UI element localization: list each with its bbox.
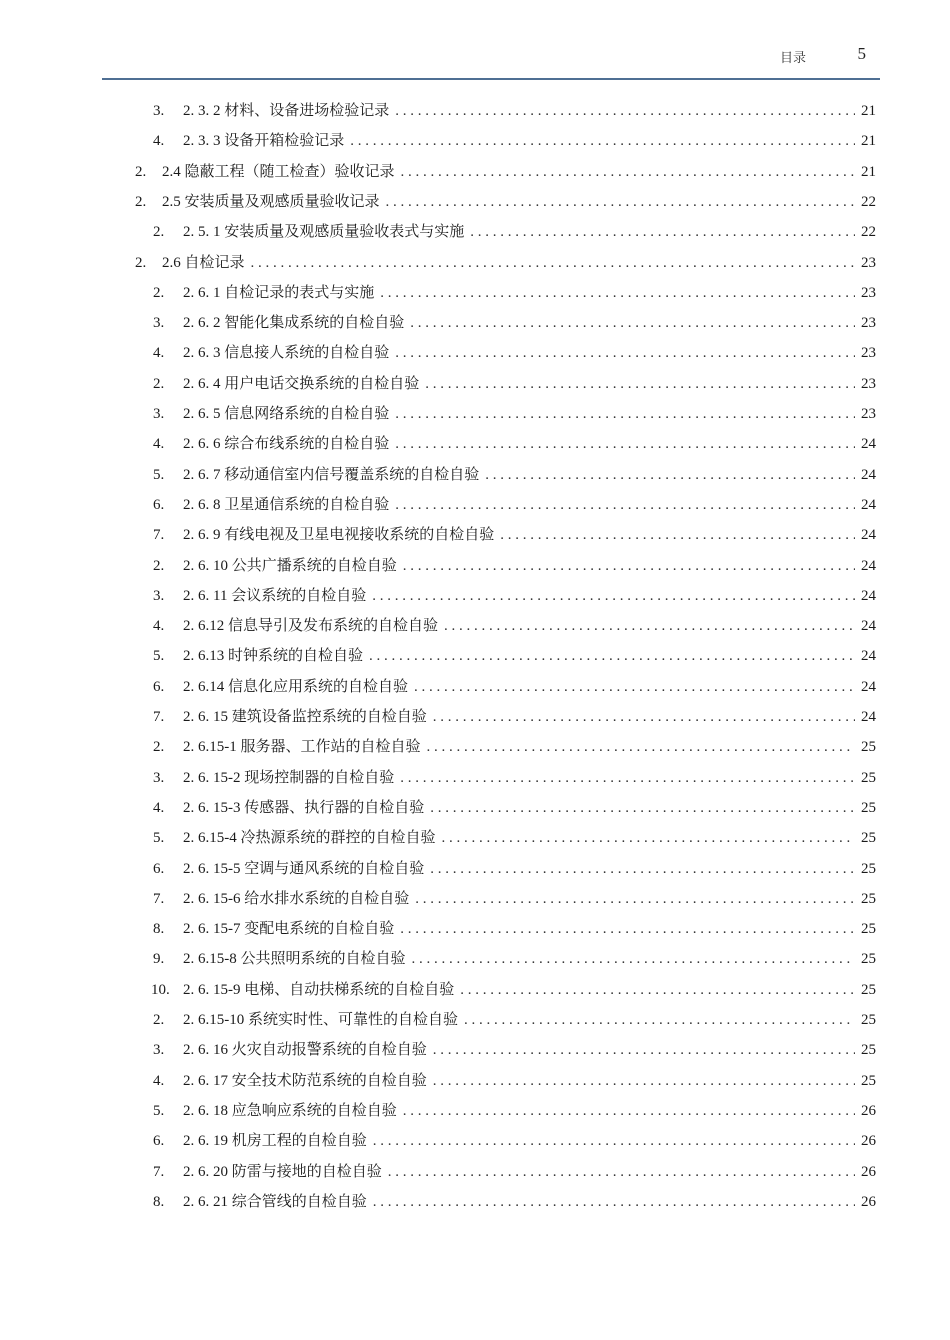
toc-entry-page: 24 bbox=[861, 648, 876, 665]
toc-entry-number: 3. bbox=[153, 406, 165, 422]
toc-entry-text bbox=[162, 187, 855, 217]
toc-entry-number: 4. bbox=[153, 618, 165, 635]
toc-leader-dots bbox=[470, 217, 855, 247]
toc-leader-dots bbox=[401, 157, 855, 187]
toc-entry[interactable] bbox=[0, 1005, 950, 1035]
toc-entry-label: 2. 6. 18 应急响应系统的自检自验 bbox=[183, 1102, 397, 1119]
toc-entry[interactable] bbox=[0, 914, 950, 944]
toc-entry-page: 25 bbox=[861, 799, 876, 816]
toc-entry-number: 4. bbox=[153, 345, 165, 362]
toc-entry-text bbox=[183, 278, 855, 308]
toc-entry-text bbox=[183, 126, 855, 156]
toc-entry-label: 2. 6. 19 机房工程的自检自验 bbox=[183, 1133, 367, 1150]
toc-entry-number: 7. bbox=[153, 527, 165, 544]
toc-entry-page: 24 bbox=[861, 618, 876, 635]
toc-entry-text bbox=[162, 248, 855, 278]
toc-entry-label: 2. 6. 1 自检记录的表式与实施 bbox=[183, 284, 375, 301]
toc-entry-number: 2. bbox=[153, 739, 165, 756]
toc-entry-number: 7. bbox=[153, 890, 165, 907]
toc-entry-label: 2. 6.15-8 公共照明系统的自检自验 bbox=[183, 951, 406, 968]
toc-entry[interactable] bbox=[0, 944, 950, 974]
toc-leader-dots bbox=[412, 944, 856, 974]
toc-entry-page: 24 bbox=[861, 527, 876, 544]
toc-entry-page: 25 bbox=[861, 951, 876, 968]
toc-leader-dots bbox=[395, 96, 855, 126]
toc-entry-number: 2. bbox=[135, 193, 147, 210]
toc-entry-page: 25 bbox=[861, 769, 876, 786]
toc-entry[interactable] bbox=[0, 1157, 950, 1187]
toc-entry-number: 2. bbox=[153, 284, 165, 301]
toc-entry-number: 4. bbox=[153, 1072, 165, 1089]
toc-leader-dots bbox=[425, 369, 855, 399]
toc-leader-dots bbox=[430, 793, 855, 823]
toc-entry-label: 2. 6. 15-6 给水排水系统的自检自验 bbox=[183, 890, 410, 907]
toc-entry-text bbox=[183, 96, 855, 126]
toc-entry-page: 25 bbox=[861, 1012, 876, 1028]
toc-entry-page: 22 bbox=[861, 224, 876, 241]
toc-leader-dots bbox=[400, 763, 855, 793]
toc-entry-label: 2. 6.13 时钟系统的自检自验 bbox=[183, 648, 364, 665]
toc-entry-text bbox=[183, 369, 855, 399]
toc-leader-dots bbox=[444, 611, 855, 641]
toc-entry-number: 6. bbox=[153, 1133, 165, 1150]
toc-entry-page: 24 bbox=[861, 587, 876, 604]
toc-entry-label: 2.6 自检记录 bbox=[162, 254, 245, 271]
toc-entry[interactable] bbox=[0, 1187, 950, 1217]
toc-entry-label: 2. 6. 15-5 空调与通风系统的自检自验 bbox=[183, 860, 425, 877]
toc-entry-page: 25 bbox=[861, 921, 876, 938]
toc-entry[interactable] bbox=[0, 278, 950, 308]
header-page-number: 5 bbox=[857, 44, 866, 63]
toc-entry-number: 2. bbox=[153, 224, 165, 241]
toc-entry-label: 2. 6. 17 安全技术防范系统的自检自验 bbox=[183, 1072, 427, 1089]
toc-leader-dots bbox=[251, 248, 855, 278]
toc-entry-text bbox=[183, 1005, 855, 1035]
toc-entry-label: 2.4 隐蔽工程（随工检查）验收记录 bbox=[162, 163, 395, 180]
toc-entry-page: 24 bbox=[861, 466, 876, 483]
toc-entry-number: 4. bbox=[153, 436, 165, 453]
toc-entry-text bbox=[183, 1157, 855, 1187]
toc-entry-text bbox=[183, 460, 855, 490]
toc-entry-page: 26 bbox=[861, 1193, 876, 1210]
toc-entry[interactable] bbox=[0, 732, 950, 762]
toc-entry-number: 3. bbox=[153, 1042, 165, 1059]
toc-entry-number: 2. bbox=[153, 375, 165, 392]
toc-entry-number: 5. bbox=[153, 466, 165, 483]
page-header bbox=[102, 0, 880, 80]
toc-entry-label: 2. 6.15-10 系统实时性、可靠性的自检自验 bbox=[183, 1012, 458, 1028]
toc-entry-text bbox=[183, 944, 855, 974]
toc-entry[interactable] bbox=[0, 399, 950, 429]
toc-entry-label: 2. 6. 21 综合管线的自检自验 bbox=[183, 1193, 367, 1210]
toc-entry-page: 26 bbox=[861, 1163, 876, 1180]
toc-leader-dots bbox=[403, 1096, 855, 1126]
toc-leader-dots bbox=[433, 702, 855, 732]
toc-entry[interactable] bbox=[0, 187, 950, 217]
toc-entry-number: 3. bbox=[153, 769, 165, 786]
toc-entry-number: 9. bbox=[153, 951, 165, 968]
toc-leader-dots bbox=[373, 1187, 855, 1217]
toc-entry-text bbox=[162, 157, 855, 187]
toc-entry-number: 2. bbox=[153, 1012, 165, 1028]
toc-entry-text bbox=[183, 308, 855, 338]
toc-entry[interactable] bbox=[0, 763, 950, 793]
toc-entry-number: 7. bbox=[153, 1163, 165, 1180]
toc-entry-text bbox=[183, 490, 855, 520]
toc-entry-number: 6. bbox=[153, 496, 165, 513]
toc-entry-page: 24 bbox=[861, 678, 876, 695]
toc-entry-label: 2. 6. 15-2 现场控制器的自检自验 bbox=[183, 769, 395, 786]
toc-entry-label: 2. 6. 2 智能化集成系统的自检自验 bbox=[183, 315, 405, 332]
toc-entry-number: 5. bbox=[153, 1102, 165, 1119]
toc-entry-number: 10. bbox=[151, 981, 170, 998]
toc-entry-label: 2. 6.15-1 服务器、工作站的自检自验 bbox=[183, 739, 421, 756]
toc-entry-number: 5. bbox=[153, 830, 165, 847]
toc-leader-dots bbox=[427, 732, 856, 762]
toc-entry-text bbox=[183, 1035, 855, 1065]
toc-leader-dots bbox=[395, 429, 855, 459]
toc-entry-text bbox=[183, 217, 855, 247]
toc-entry-page: 24 bbox=[861, 436, 876, 453]
toc-entry-number: 3. bbox=[153, 315, 165, 332]
toc-leader-dots bbox=[395, 338, 855, 368]
toc-leader-dots bbox=[350, 126, 855, 156]
toc-entry[interactable] bbox=[0, 975, 950, 1005]
toc-leader-dots bbox=[415, 884, 855, 914]
toc-leader-dots bbox=[386, 187, 855, 217]
toc-entry-text bbox=[183, 399, 855, 429]
toc-entry-page: 23 bbox=[861, 375, 876, 392]
toc-entry-text bbox=[183, 611, 855, 641]
toc-entry-text bbox=[183, 429, 855, 459]
toc-leader-dots bbox=[433, 1035, 855, 1065]
toc-entry-label: 2. 6. 11 会议系统的自检自验 bbox=[183, 587, 367, 604]
toc-entry-number: 5. bbox=[153, 648, 165, 665]
toc-entry-number: 6. bbox=[153, 678, 165, 695]
toc-entry[interactable] bbox=[0, 1066, 950, 1096]
toc-entry-number: 2. bbox=[135, 254, 147, 271]
toc-entry-text bbox=[183, 641, 855, 671]
toc-leader-dots bbox=[373, 1126, 855, 1156]
toc-entry[interactable] bbox=[0, 490, 950, 520]
toc-entry[interactable] bbox=[0, 96, 950, 126]
toc-entry-page: 21 bbox=[861, 103, 876, 119]
toc-entry-text bbox=[183, 884, 855, 914]
toc-entry-label: 2. 6. 15-3 传感器、执行器的自检自验 bbox=[183, 799, 425, 816]
toc-leader-dots bbox=[460, 975, 855, 1005]
toc-entry-number: 8. bbox=[153, 921, 165, 938]
toc-entry[interactable] bbox=[0, 854, 950, 884]
toc-leader-dots bbox=[410, 308, 855, 338]
toc-entry-page: 24 bbox=[861, 557, 876, 574]
toc-entry[interactable] bbox=[0, 702, 950, 732]
toc-entry-text bbox=[183, 672, 855, 702]
toc-entry[interactable] bbox=[0, 581, 950, 611]
toc-entry-page: 23 bbox=[861, 254, 876, 271]
toc-entry-label: 2. 3. 2 材料、设备进场检验记录 bbox=[183, 103, 390, 119]
toc-entry[interactable] bbox=[0, 460, 950, 490]
toc-entry-text bbox=[183, 732, 855, 762]
toc-leader-dots bbox=[500, 520, 855, 550]
toc-entry[interactable] bbox=[0, 641, 950, 671]
toc-entry-number: 7. bbox=[153, 709, 165, 725]
toc-entry-label: 2. 6. 5 信息网络系统的自检自验 bbox=[183, 406, 390, 422]
toc-entry-text bbox=[183, 1126, 855, 1156]
header-title: 目录 bbox=[779, 50, 806, 65]
toc-entry[interactable] bbox=[0, 429, 950, 459]
toc-entry-number: 2. bbox=[153, 557, 165, 574]
toc-leader-dots bbox=[433, 1066, 855, 1096]
toc-entry-text bbox=[183, 975, 855, 1005]
toc-entry-number: 4. bbox=[153, 133, 165, 150]
toc-entry-label: 2. 6. 7 移动通信室内信号覆盖系统的自检自验 bbox=[183, 466, 480, 483]
toc-entry-label: 2. 6. 6 综合布线系统的自检自验 bbox=[183, 436, 390, 453]
toc-entry-text bbox=[183, 763, 855, 793]
toc-entry[interactable] bbox=[0, 308, 950, 338]
toc-entry-page: 23 bbox=[861, 345, 876, 362]
toc-entry[interactable] bbox=[0, 884, 950, 914]
toc-entry-page: 25 bbox=[861, 739, 876, 756]
toc-leader-dots bbox=[380, 278, 855, 308]
toc-entry[interactable] bbox=[0, 672, 950, 702]
toc-entry-text bbox=[183, 1096, 855, 1126]
toc-leader-dots bbox=[400, 914, 855, 944]
toc-entry[interactable] bbox=[0, 126, 950, 156]
toc-entry-page: 21 bbox=[861, 133, 876, 150]
toc-entry-page: 25 bbox=[861, 830, 876, 847]
toc-entry[interactable] bbox=[0, 793, 950, 823]
toc-entry-page: 23 bbox=[861, 284, 876, 301]
toc-entry-page: 25 bbox=[861, 1042, 876, 1059]
toc-entry-label: 2. 6.14 信息化应用系统的自检自验 bbox=[183, 678, 409, 695]
toc-leader-dots bbox=[414, 672, 855, 702]
toc-entry-label: 2. 3. 3 设备开箱检验记录 bbox=[183, 133, 345, 150]
toc-entry-label: 2. 6. 20 防雷与接地的自检自验 bbox=[183, 1163, 382, 1180]
toc-leader-dots bbox=[395, 490, 855, 520]
toc-entry-page: 25 bbox=[861, 860, 876, 877]
toc-entry-number: 8. bbox=[153, 1193, 165, 1210]
toc-entry[interactable] bbox=[0, 1035, 950, 1065]
toc-entry-label: 2. 6. 15 建筑设备监控系统的自检自验 bbox=[183, 709, 427, 725]
toc-entry-label: 2. 6. 9 有线电视及卫星电视接收系统的自检自验 bbox=[183, 527, 495, 544]
toc-entry-text bbox=[183, 338, 855, 368]
toc-entry[interactable] bbox=[0, 338, 950, 368]
toc-entry[interactable] bbox=[0, 823, 950, 853]
toc-leader-dots bbox=[430, 854, 855, 884]
toc-entry-page: 21 bbox=[861, 163, 876, 180]
toc-entry-page: 24 bbox=[861, 496, 876, 513]
toc-leader-dots bbox=[464, 1005, 855, 1035]
toc-entry[interactable] bbox=[0, 1096, 950, 1126]
toc-entry-number: 3. bbox=[153, 587, 165, 604]
toc-entry-text bbox=[183, 1066, 855, 1096]
toc-entry-text bbox=[183, 793, 855, 823]
toc-entry-number: 3. bbox=[153, 103, 165, 119]
toc-entry-page: 25 bbox=[861, 1072, 876, 1089]
toc-leader-dots bbox=[388, 1157, 855, 1187]
toc-entry-page: 23 bbox=[861, 406, 876, 422]
toc-entry-label: 2. 6. 15-9 电梯、自动扶梯系统的自检自验 bbox=[183, 981, 455, 998]
toc-entry-text bbox=[183, 914, 855, 944]
toc-leader-dots bbox=[372, 581, 855, 611]
toc-entry-number: 2. bbox=[135, 163, 147, 180]
toc-entry[interactable] bbox=[0, 248, 950, 278]
toc-entry[interactable] bbox=[0, 369, 950, 399]
toc-entry-page: 22 bbox=[861, 193, 876, 210]
toc-entry-page: 23 bbox=[861, 315, 876, 332]
toc-entry-label: 2. 6.15-4 冷热源系统的群控的自检自验 bbox=[183, 830, 436, 847]
toc-entry-page: 25 bbox=[861, 890, 876, 907]
toc-entry-number: 6. bbox=[153, 860, 165, 877]
toc-entry-label: 2.5 安装质量及观感质量验收记录 bbox=[162, 193, 380, 210]
toc-entry[interactable] bbox=[0, 611, 950, 641]
toc-leader-dots bbox=[369, 641, 855, 671]
toc-entry-page: 26 bbox=[861, 1133, 876, 1150]
toc-entry-text bbox=[183, 1187, 855, 1217]
toc-leader-dots bbox=[403, 551, 855, 581]
toc-entry-label: 2. 6. 16 火灾自动报警系统的自检自验 bbox=[183, 1042, 427, 1059]
toc-entry-text bbox=[183, 551, 855, 581]
toc-entry-label: 2. 6. 10 公共广播系统的自检自验 bbox=[183, 557, 397, 574]
toc-entry[interactable] bbox=[0, 551, 950, 581]
toc-entry[interactable] bbox=[0, 1126, 950, 1156]
toc-leader-dots bbox=[395, 399, 855, 429]
toc-entry[interactable] bbox=[0, 217, 950, 247]
toc-entry-label: 2. 6.12 信息导引及发布系统的自检自验 bbox=[183, 618, 439, 635]
toc-entry[interactable] bbox=[0, 157, 950, 187]
toc-entry-label: 2. 5. 1 安装质量及观感质量验收表式与实施 bbox=[183, 224, 465, 241]
toc-entry-text bbox=[183, 854, 855, 884]
toc-entry-label: 2. 6. 8 卫星通信系统的自检自验 bbox=[183, 496, 390, 513]
toc-entry-label: 2. 6. 15-7 变配电系统的自检自验 bbox=[183, 921, 395, 938]
toc-entry-text bbox=[183, 702, 855, 732]
toc-entry-text bbox=[183, 823, 855, 853]
toc-entry-number: 4. bbox=[153, 799, 165, 816]
toc-entry-label: 2. 6. 4 用户电话交换系统的自检自验 bbox=[183, 375, 420, 392]
toc-leader-dots bbox=[442, 823, 856, 853]
toc-leader-dots bbox=[485, 460, 855, 490]
toc-entry[interactable] bbox=[0, 520, 950, 550]
toc-entry-text bbox=[183, 581, 855, 611]
toc-entry-page: 25 bbox=[861, 981, 876, 998]
toc-entry-text bbox=[183, 520, 855, 550]
toc-entry-page: 26 bbox=[861, 1102, 876, 1119]
toc-entry-label: 2. 6. 3 信息接人系统的自检自验 bbox=[183, 345, 390, 362]
toc-entry-page: 24 bbox=[861, 709, 876, 725]
